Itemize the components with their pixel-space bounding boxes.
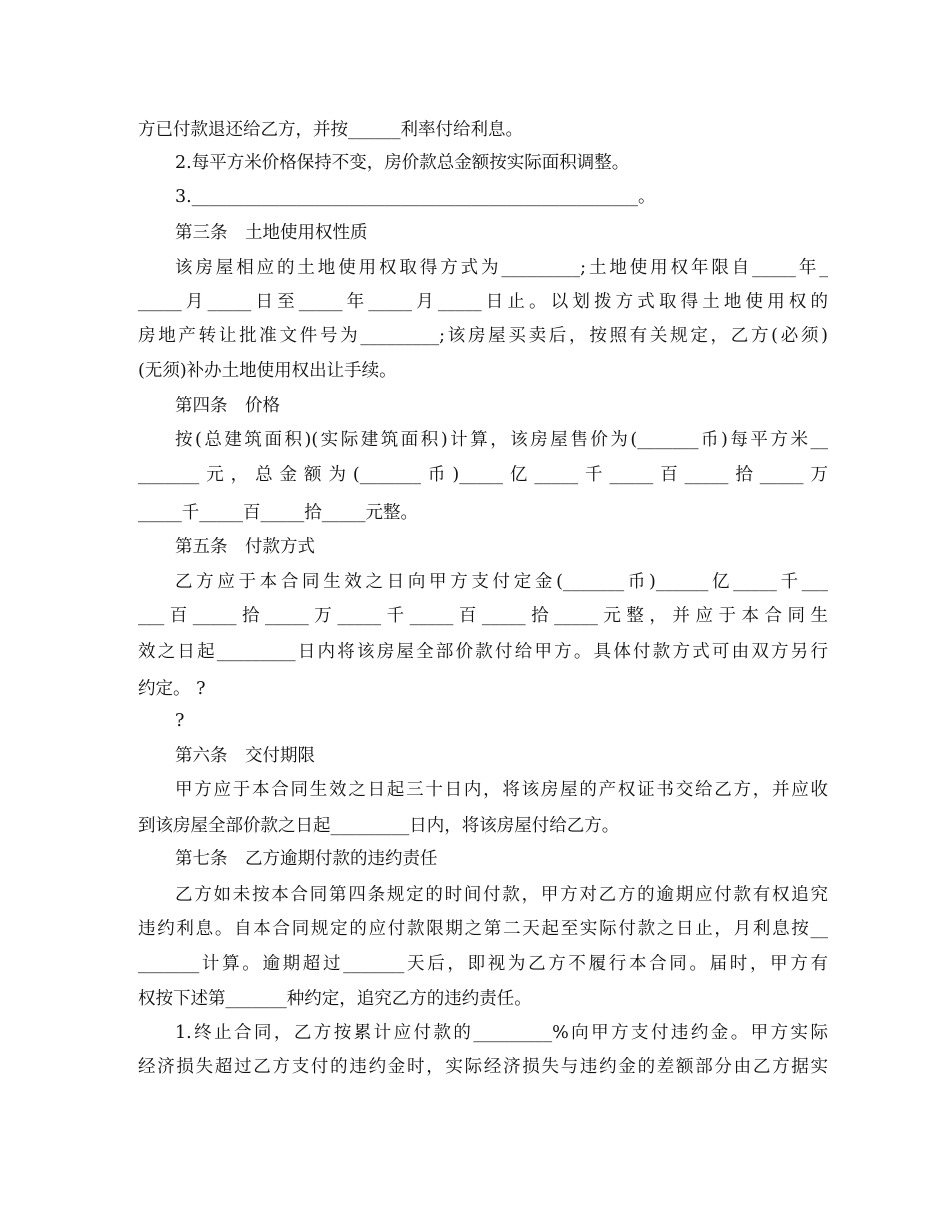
paragraph-line: 经济损失超过乙方支付的违约金时，实际经济损失与违约金的差额部分由乙方据实 [138, 1057, 828, 1077]
paragraph-line: 3.___________________________________________________。 [175, 187, 656, 207]
paragraph-line: 方已付款退还给乙方，并按______利率付给利息。 [138, 120, 523, 140]
paragraph-line: 乙方如未按本合同第四条规定的时间付款，甲方对乙方的逾期应付款有权追究 [175, 885, 828, 905]
paragraph-line: _______计算。逾期超过_______天后，即视为乙方不履行本合同。届时，甲方有 [138, 954, 828, 974]
paragraph-line: 甲方应于本合同生效之日起三十日内，将该房屋的产权证书交给乙方，并应收 [175, 780, 828, 800]
paragraph-line: _____月_____日至_____年_____月_____日止。以划拨方式取得土地使用权的 [138, 292, 828, 312]
paragraph-line: 违约利息。自本合同规定的应付款限期之第二天起至实际付款之日止，月利息按__ [138, 919, 828, 939]
paragraph-line: 约定。 ? [138, 679, 206, 699]
paragraph-line: ? [175, 711, 185, 731]
paragraph-line: _____千_____百_____拾_____元整。 [138, 503, 418, 523]
paragraph-line: 乙方应于本合同生效之日向甲方支付定金(_______币)______亿_____千___ [175, 572, 828, 592]
paragraph-line: 2.每平方米价格保持不变，房价款总金额按实际面积调整。 [175, 153, 630, 173]
paragraph-line: _______元，总金额为(_______币)_____亿_____千_____百_____拾_____万 [138, 465, 828, 485]
paragraph-line: (无须)补办土地使用权出让手续。 [138, 361, 397, 381]
paragraph-line: 1.终止合同，乙方按累计应付款的_________%向甲方支付违约金。甲方实际 [175, 1023, 828, 1043]
paragraph-line: ___百_____拾_____万_____千_____百_____拾_____元整，并应于本合同生 [138, 606, 828, 626]
paragraph-line: 效之日起_________日内将该房屋全部价款付给甲方。具体付款方式可由双方另行 [138, 642, 828, 662]
paragraph-line: 该房屋相应的土地使用权取得方式为_________;土地使用权年限自_____年_ [175, 258, 828, 278]
section-heading: 第三条 土地使用权性质 [175, 223, 368, 243]
paragraph-line: 权按下述第_______种约定，追究乙方的违约责任。 [138, 989, 532, 1009]
section-heading: 第七条 乙方逾期付款的违约责任 [175, 849, 438, 869]
paragraph-line: 按(总建筑面积)(实际建筑面积)计算，该房屋售价为(_______币)每平方米__ [175, 430, 828, 450]
section-heading: 第六条 交付期限 [175, 746, 315, 766]
section-heading: 第四条 价格 [175, 396, 280, 416]
section-heading: 第五条 付款方式 [175, 537, 315, 557]
paragraph-line: 房地产转让批准文件号为_________;该房屋买卖后，按照有关规定，乙方(必须) [138, 326, 828, 346]
paragraph-line: 到该房屋全部价款之日起_________日内，将该房屋付给乙方。 [138, 816, 620, 836]
